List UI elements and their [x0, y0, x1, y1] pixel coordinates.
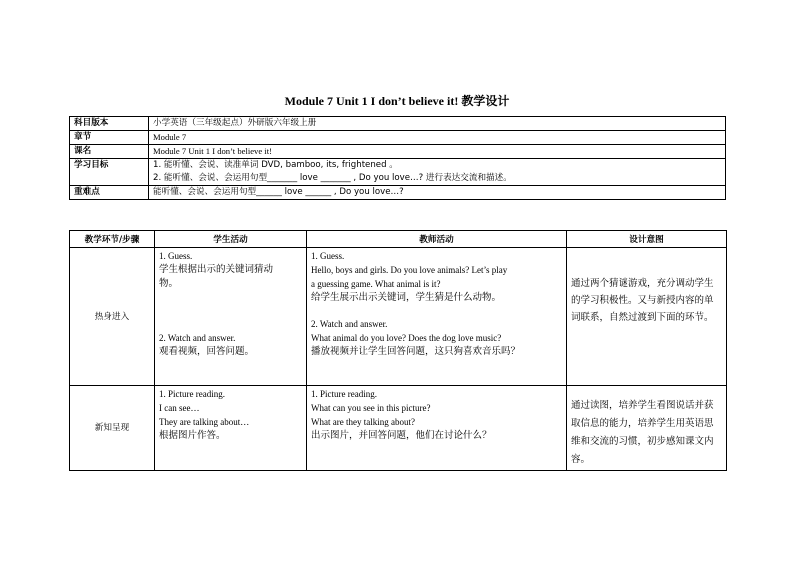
table-row: [70, 248, 727, 386]
student-line: 物。: [159, 278, 179, 289]
document-title: Module 7 Unit 1 I don’t believe it! 教学设计: [284, 94, 510, 108]
info-label: 重难点: [70, 186, 149, 200]
student-line: I can see…: [159, 403, 200, 413]
teacher-line: 播放视频并让学生回答问题，这只狗喜欢音乐吗？: [311, 346, 521, 357]
teacher-line: 1. Guess.: [311, 251, 345, 261]
student-line: 2. Watch and answer.: [159, 333, 236, 343]
info-value: 小学英语（三年级起点）外研版六年级上册: [149, 117, 726, 131]
student-line: 1. Picture reading.: [159, 389, 225, 399]
teacher-line: 出示图片，并回答问题，他们在讨论什么？: [311, 430, 492, 441]
info-label: 课名: [70, 145, 149, 159]
info-row-lesson: [70, 145, 726, 159]
teacher-line: 2. Watch and answer.: [311, 319, 388, 329]
student-activity-cell: [155, 386, 307, 471]
intent-cell: [567, 248, 727, 386]
intent-text: 通过两个猜谜游戏，充分调动学生的学习积极性。又与新授内容的单词联系，自然过渡到下面的环节。: [571, 278, 714, 323]
intent-text: 通过读图，培养学生看图说话并获取信息的能力，培养学生用英语思维和交流的习惯，初步感知课文内容。: [571, 400, 714, 465]
spacer: [311, 305, 562, 317]
teacher-line: Hello, boys and girls. Do you love animals? Let’s play: [311, 265, 508, 275]
info-value: [149, 159, 726, 186]
header-teacher: 教师活动: [307, 231, 567, 248]
teacher-line: 给学生展示出示关键词，学生猜是什么动物。: [311, 292, 502, 303]
steps-header-row: [70, 231, 727, 248]
student-line: 根据图片作答。: [159, 430, 226, 441]
info-label: 章节: [70, 131, 149, 145]
stage-cell: 新知呈现: [70, 386, 155, 471]
course-info-table: [69, 116, 726, 200]
student-line: 1. Guess.: [159, 251, 193, 261]
info-value: Module 7 Unit 1 I don’t believe it!: [149, 145, 726, 159]
header-student: 学生活动: [155, 231, 307, 248]
info-row-objectives: [70, 159, 726, 186]
student-line: 学生根据出示的关键词猜动: [159, 264, 274, 275]
header-intent: 设计意图: [567, 231, 727, 248]
objective-2: 2. 能听懂、会说、会运用句型_______ love _______ , Do you love…? 进行表达交流和描述。: [153, 173, 512, 183]
info-label: 科目版本: [70, 117, 149, 131]
info-label: 学习目标: [70, 159, 149, 186]
spacer: [159, 291, 302, 331]
intent-cell: [567, 386, 727, 471]
table-row: [70, 386, 727, 471]
info-row-chapter: [70, 131, 726, 145]
student-activity-cell: [155, 248, 307, 386]
teacher-activity-cell: [307, 248, 567, 386]
teacher-line: What animal do you love? Does the dog love music?: [311, 333, 502, 343]
student-line: 观看视频，回答问题。: [159, 346, 255, 357]
info-value: Module 7: [149, 131, 726, 145]
objective-1: 1. 能听懂、会说、读准单词 DVD, bamboo, its, frightened 。: [153, 160, 398, 170]
teacher-line: a guessing game. What animal is it?: [311, 279, 441, 289]
header-stage: 教学环节/步骤: [70, 231, 155, 248]
teacher-line: What can you see in this picture?: [311, 403, 431, 413]
stage-cell: 热身进入: [70, 248, 155, 386]
info-row-key-points: [70, 186, 726, 200]
student-line: They are talking about…: [159, 417, 250, 427]
teacher-activity-cell: [307, 386, 567, 471]
info-row-subject: [70, 117, 726, 131]
info-value: 能听懂、会说、会运用句型______ love ______ , Do you love…?: [149, 186, 726, 200]
teaching-steps-table: [69, 230, 727, 471]
teacher-line: What are they talking about?: [311, 417, 415, 427]
teacher-line: 1. Picture reading.: [311, 389, 377, 399]
